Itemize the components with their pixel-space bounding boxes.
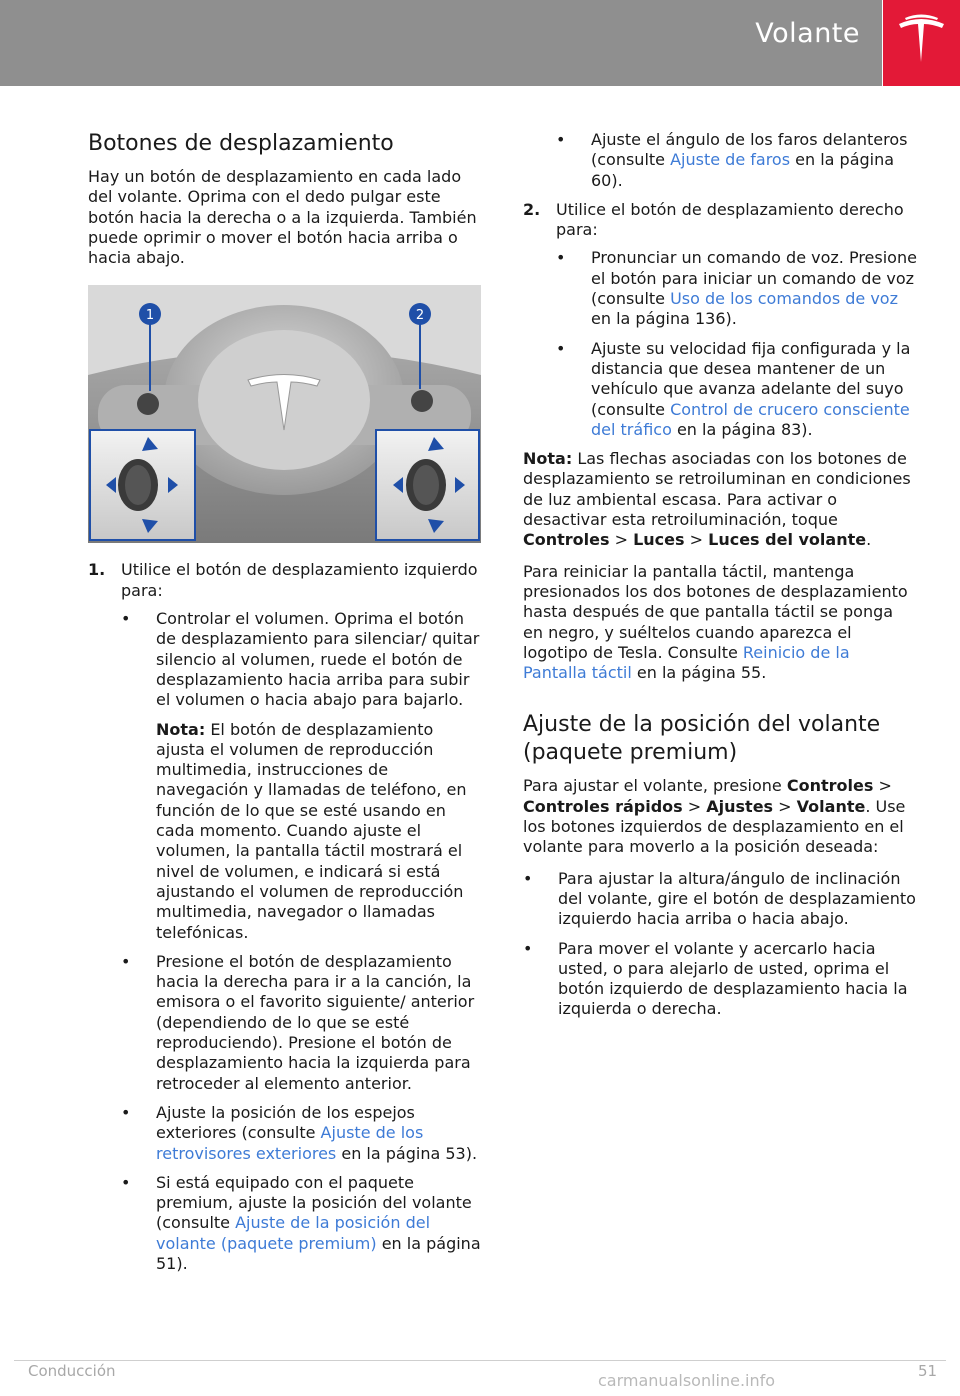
item-number: 1. — [88, 560, 106, 580]
note-backlight: Nota: Las flechas asociadas con los botones de desplazamiento se retroiluminan en condiciones de luz ambiental escasa. Para activar o desactivar esta retroiluminación, toque Controles > Luces > Luces del volante. — [523, 449, 911, 550]
item-number: 2. — [523, 199, 541, 219]
callout-1: 1 — [145, 308, 155, 324]
bullet-track: • Presione el botón de desplazamiento hacia la derecha para ir a la canción, la emisora o el favorito siguiente/ anterior (dependiendo de lo que se esté reproduciendo). Presione el botón de desplazamiento hacia la izquierda para retroceder al elemento anterior. — [121, 951, 475, 1093]
bullet-cruise: • Ajuste su velocidad fija configurada y la distancia que desea mantener de un vehículo que avanza adelante del suyo (consulte Control de crucero consciente del tráfico en la página 83). — [556, 338, 911, 439]
intro-paragraph: Hay un botón de desplazamiento en cada lado del volante. Oprima con el dedo pulgar este botón hacia la derecha o a la izquierda. También puede oprimir o mover el botón hacia arriba o hacia abajo. — [88, 167, 477, 268]
watermark: carmanualsonline.info — [598, 1371, 776, 1390]
steering-wheel-figure — [88, 285, 481, 543]
section-heading: Botones de desplazamiento — [88, 131, 394, 156]
link-steering-position[interactable]: Ajuste de la posición del volante (paquete premium) — [156, 1213, 431, 1253]
bullet-dot: • — [121, 609, 131, 629]
bullet-reach: • Para mover el volante y acercarlo hacia usted, o para alejarlo de usted, oprima el botón izquierdo de desplazamiento hacia la izquierda o derecha. — [523, 938, 908, 1019]
bullet-steering: • Si está equipado con el paquete premium, ajuste la posición del volante (consulte Ajuste de la posición del volante (paquete premium) en la página 51). — [121, 1172, 481, 1273]
header-band — [0, 0, 882, 86]
callout-2: 2 — [415, 308, 425, 324]
bullet-tilt: • Para ajustar la altura/ángulo de inclinación del volante, gire el botón de desplazamiento izquierdo hacia arriba o hacia abajo. — [523, 868, 916, 929]
bullet-headlights: • Ajuste el ángulo de los faros delanteros (consulte Ajuste de faros en la página 60). — [556, 130, 908, 190]
link-reset-touchscreen[interactable]: Reinicio de la Pantalla táctil — [523, 642, 850, 683]
adjust-paragraph: Para ajustar el volante, presione Controles > Controles rápidos > Ajustes > Volante. Use los botones izquierdos de desplazamiento en el volante para moverlo a la posición deseada: — [523, 776, 906, 857]
page-title: Volante — [755, 18, 860, 49]
section-heading-2: Ajuste de la posición del volante (paquete premium) — [523, 712, 881, 766]
numbered-item-2 — [523, 200, 918, 241]
right-column — [523, 130, 918, 1029]
numbered-item-1 — [88, 560, 483, 601]
tesla-logo — [883, 0, 960, 86]
link-voice-commands[interactable]: Uso de los comandos de voz — [670, 289, 898, 309]
bullet-volume: • Controlar el volumen. Oprima el botón de desplazamiento para silenciar/ quitar silencio al volumen, ruede el botón de desplazamiento hacia arriba para subir el volumen o hacia abajo para bajarlo. — [121, 609, 480, 710]
note-volume: Nota: El botón de desplazamiento ajusta el volumen de reproducción multimedia, instrucciones de navegación y llamadas de teléfono, en función de lo que se esté usando en cada momento. Cuando ajuste el volumen, la pantalla táctil mostrará el nivel de volumen, e indicará si está ajustando el volumen de reproducción multimedia, navegador o llamadas telefónicas. — [156, 719, 467, 942]
bullet-voice: • Pronunciar un comando de voz. Presione el botón para iniciar un comando de voz (consulte Uso de los comandos de voz en la página 136). — [556, 248, 917, 329]
bullet-mirrors: • Ajuste la posición de los espejos exteriores (consulte Ajuste de los retrovisores exteriores en la página 53). — [121, 1102, 478, 1163]
footer-divider — [14, 1360, 946, 1361]
item-text: Utilice el botón de desplazamiento derecho para: — [556, 199, 904, 240]
item-text: Utilice el botón de desplazamiento izquierdo para: — [121, 560, 478, 600]
link-headlights[interactable]: Ajuste de faros — [670, 150, 791, 170]
link-cruise-control[interactable]: Control de crucero consciente del tráfico — [591, 399, 910, 439]
left-column — [88, 130, 483, 1283]
note-label: Nota: — [523, 449, 573, 469]
link-mirrors[interactable]: Ajuste de los retrovisores exteriores — [156, 1123, 424, 1163]
reset-paragraph: Para reiniciar la pantalla táctil, mantenga presionados los dos botones de desplazamiento hasta después de que pantalla táctil se ponga en negro, y suéltelos cuando aparezca el logotipo de Tesla. Consulte Reinicio de la Pantalla táctil en la página 55. — [523, 561, 908, 683]
note-label: Nota: — [156, 719, 206, 739]
footer-section: Conducción — [28, 1362, 116, 1380]
page-number: 51 — [918, 1362, 938, 1380]
